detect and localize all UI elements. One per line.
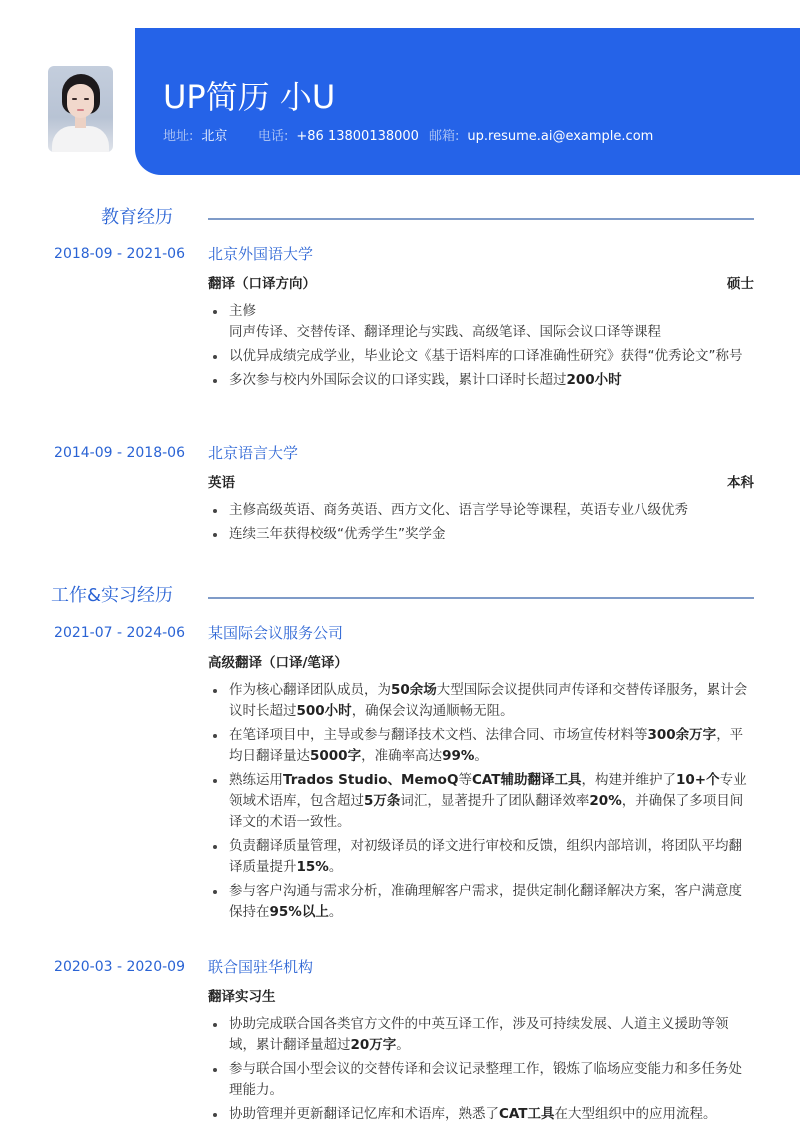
highlight-text: 15% [296,859,329,875]
candidate-name: UP简历 小U [163,78,336,116]
section-title-work: 工作&实习经历 [50,585,173,606]
photo-eye-shape [72,98,77,100]
highlight-text: 200小时 [566,372,622,388]
contact-label: 地址: [163,129,194,144]
major: 英语 [208,475,235,491]
highlight-text: CAT工具 [499,1106,555,1122]
job-role: 翻译实习生 [208,989,276,1005]
highlight-text: 300余万字 [647,727,717,743]
section-divider [208,597,754,599]
bullet-item: 在笔译项目中，主导或参与翻译技术文档、法律合同、市场宣传材料等300余万字，平均日翻译量达5000字，准确率高达99%。 [208,725,754,767]
highlight-text: 500小时 [296,703,352,719]
contact-address [163,129,227,145]
entry-date: 2021-07 - 2024-06 [54,625,185,641]
contact-label: 电话: [258,129,289,144]
bullet-item: 参与联合国小型会议的交替传译和会议记录整理工作，锻炼了临场应变能力和多任务处理能力。 [208,1059,754,1101]
major: 翻译（口译方向） [208,276,316,292]
highlight-text: 5万条 [364,793,401,809]
company-name: 某国际会议服务公司 [208,624,344,642]
bullet-item: 熟练运用Trados Studio、MemoQ等CAT辅助翻译工具，构建并维护了10+个专业领域术语库，包含超过5万条词汇，显著提升了团队翻译效率20%，并确保了多项目间译文的术语一致性。 [208,770,754,833]
bullet-item: 负责翻译质量管理，对初级译员的译文进行审校和反馈，组织内部培训，将团队平均翻译质量提升15%。 [208,836,754,878]
entry-date: 2018-09 - 2021-06 [54,246,185,262]
contact-value: 北京 [201,129,228,144]
bullet-item: 协助管理并更新翻译记忆库和术语库，熟悉了CAT工具在大型组织中的应用流程。 [208,1104,754,1125]
highlight-text: 50余场 [391,682,437,698]
entry-date: 2020-03 - 2020-09 [54,959,185,975]
contact-email [429,129,653,145]
contact-phone [258,129,419,145]
photo-eye-shape [84,98,89,100]
bullet-list [208,301,754,394]
bullet-item: 主修高级英语、商务英语、西方文化、语言学导论等课程，英语专业八级优秀 [208,500,754,521]
bullet-item: 协助完成联合国各类官方文件的中英互译工作，涉及可持续发展、人道主义援助等领域，累计翻译量超过20万字。 [208,1014,754,1056]
bullet-item: 主修 同声传译、交替传译、翻译理论与实践、高级笔译、国际会议口译等课程 [208,301,754,343]
highlight-text: 5000字 [310,748,362,764]
degree: 硕士 [727,276,754,292]
contact-value[interactable]: +86 13800138000 [296,129,419,144]
profile-photo [48,66,113,152]
highlight-text: 20% [589,793,622,809]
highlight-text: Trados Studio、MemoQ [283,772,459,788]
photo-body-shape [52,126,109,152]
company-name: 联合国驻华机构 [208,958,314,976]
highlight-text: 20万字 [350,1037,397,1053]
job-role: 高级翻译（口译/笔译） [208,655,348,671]
bullet-list [208,500,754,548]
school-name: 北京语言大学 [208,444,299,462]
highlight-text: CAT辅助翻译工具 [471,772,582,788]
highlight-text: 10+个 [675,772,720,788]
bullet-item: 连续三年获得校级“优秀学生”奖学金 [208,524,754,545]
school-name: 北京外国语大学 [208,245,314,263]
photo-mouth-shape [77,109,84,111]
bullet-list [208,1014,754,1128]
highlight-text: 95%以上 [269,904,329,920]
bullet-item: 多次参与校内外国际会议的口译实践，累计口译时长超过200小时 [208,370,754,391]
entry-date: 2014-09 - 2018-06 [54,445,185,461]
highlight-text: 99% [442,748,475,764]
section-title-education: 教育经历 [101,207,173,228]
degree: 本科 [727,475,754,491]
bullet-item: 作为核心翻译团队成员，为50余场大型国际会议提供同声传译和交替传译服务，累计会议时长超过500小时，确保会议沟通顺畅无阻。 [208,680,754,722]
bullet-item: 参与客户沟通与需求分析，准确理解客户需求，提供定制化翻译解决方案，客户满意度保持在95%以上。 [208,881,754,923]
bullet-list [208,680,754,926]
photo-face-shape [67,84,94,118]
contact-value[interactable]: up.resume.ai@example.com [467,129,654,144]
section-divider [208,218,754,220]
bullet-item: 以优异成绩完成学业，毕业论文《基于语料库的口译准确性研究》获得“优秀论文”称号 [208,346,754,367]
contact-label: 邮箱: [429,129,460,144]
